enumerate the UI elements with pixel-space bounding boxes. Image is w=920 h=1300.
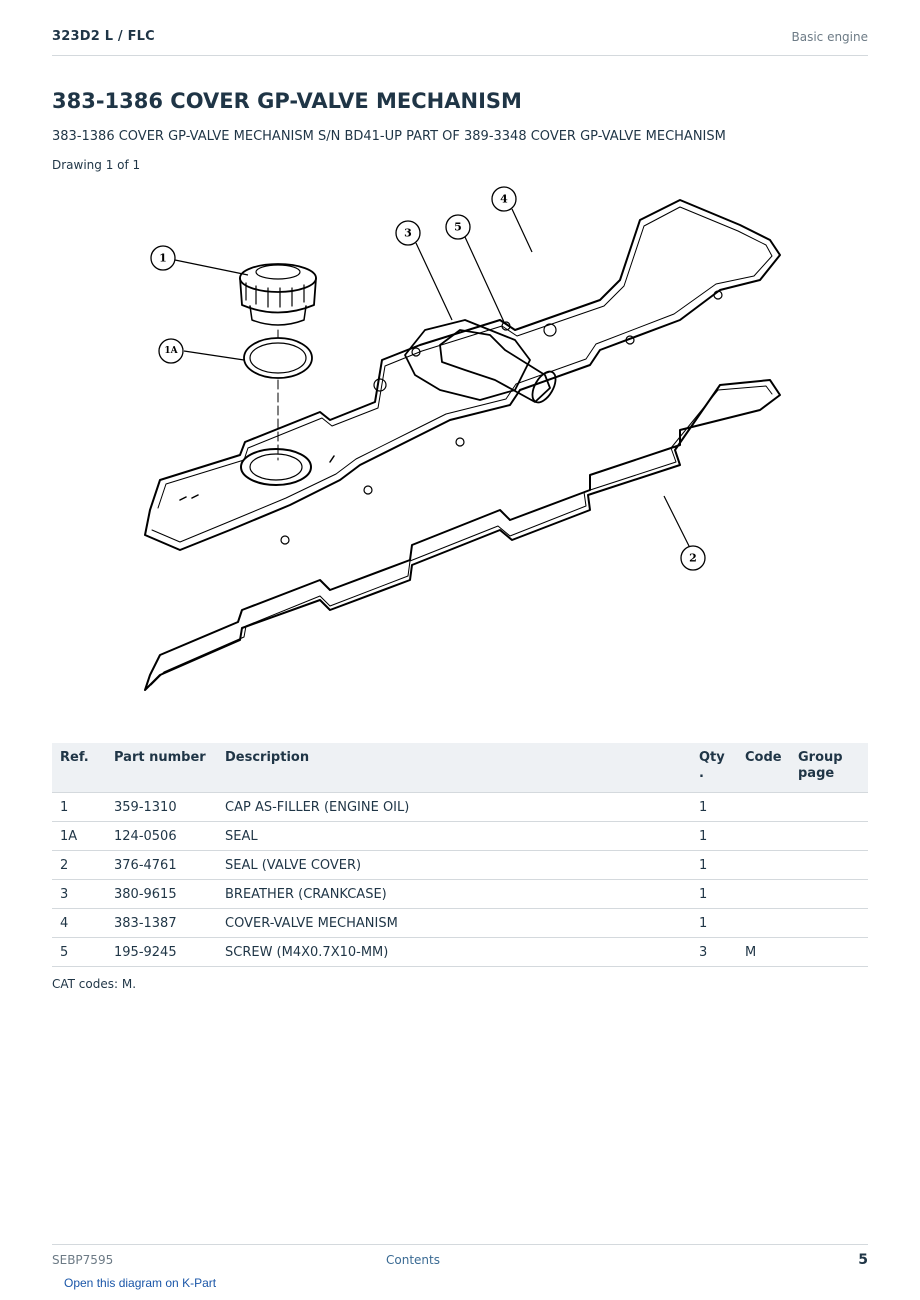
header-ref: Ref.: [52, 743, 106, 793]
cell-code: [737, 909, 790, 938]
cell-group-page: [790, 938, 868, 967]
breather-drawing: [405, 320, 560, 406]
table-row: [52, 880, 868, 909]
cell-description: SCREW (M4X0.7X10-MM): [217, 938, 691, 967]
cell-qty: 1: [691, 909, 737, 938]
cell-ref: 1: [52, 793, 106, 822]
callout-4: [492, 187, 516, 211]
cell-description: CAP AS-FILLER (ENGINE OIL): [217, 793, 691, 822]
callout-4-label: 4: [500, 192, 508, 206]
cell-code: [737, 822, 790, 851]
cell-part-number: 383-1387: [106, 909, 217, 938]
cell-qty: 1: [691, 822, 737, 851]
header-description: Description: [217, 743, 691, 793]
page-title: 383-1386 COVER GP-VALVE MECHANISM: [52, 89, 522, 113]
cell-ref: 4: [52, 909, 106, 938]
header-model: 323D2 L / FLC: [52, 29, 155, 44]
page-subtitle: 383-1386 COVER GP-VALVE MECHANISM S/N BD41-UP PART OF 389-3348 COVER GP-VALVE MECHANISM: [52, 129, 726, 144]
page-number: 5: [858, 1252, 868, 1268]
cell-code: [737, 793, 790, 822]
cell-qty: 1: [691, 793, 737, 822]
cell-part-number: 376-4761: [106, 851, 217, 880]
cell-description: BREATHER (CRANKCASE): [217, 880, 691, 909]
table-row: [52, 851, 868, 880]
cell-description: COVER-VALVE MECHANISM: [217, 909, 691, 938]
cat-codes-note: CAT codes: M.: [52, 977, 137, 991]
header-part-number: Part number: [106, 743, 217, 793]
header-code: Code: [737, 743, 790, 793]
callout-3: [396, 221, 420, 245]
valve-cover-drawing: [145, 200, 780, 550]
footer-divider: [52, 1244, 868, 1245]
header-section: Basic engine: [791, 30, 868, 44]
cell-group-page: [790, 793, 868, 822]
cell-qty: 1: [691, 880, 737, 909]
cell-code: [737, 880, 790, 909]
header-qty: Qty .: [691, 743, 737, 793]
drawing-label: Drawing 1 of 1: [52, 158, 141, 172]
cell-ref: 1A: [52, 822, 106, 851]
table-row: [52, 909, 868, 938]
contents-link[interactable]: Contents: [386, 1253, 440, 1267]
filler-cap-drawing: [240, 264, 316, 325]
callout-1-label: 1: [159, 251, 167, 265]
cell-description: SEAL (VALVE COVER): [217, 851, 691, 880]
cell-ref: 2: [52, 851, 106, 880]
cell-code: M: [737, 938, 790, 967]
cell-ref: 5: [52, 938, 106, 967]
cell-group-page: [790, 880, 868, 909]
table-row: [52, 822, 868, 851]
cell-part-number: 124-0506: [106, 822, 217, 851]
parts-table: [52, 743, 868, 967]
callout-5: [446, 215, 470, 239]
cell-description: SEAL: [217, 822, 691, 851]
cell-ref: 3: [52, 880, 106, 909]
callout-5-label: 5: [454, 220, 462, 234]
cell-group-page: [790, 822, 868, 851]
diagram-svg: [120, 180, 800, 725]
callout-2-label: 2: [689, 551, 697, 565]
open-in-kpart-link[interactable]: Open this diagram on K-Part: [64, 1276, 217, 1290]
callout-1a-label: 1A: [164, 346, 178, 356]
footer-document-number: SEBP7595: [52, 1253, 114, 1267]
header-group-page: Group page: [790, 743, 868, 793]
callout-3-label: 3: [404, 226, 412, 240]
gasket-drawing: [145, 380, 780, 690]
cell-group-page: [790, 909, 868, 938]
seal-drawing: [244, 338, 312, 378]
cell-part-number: 380-9615: [106, 880, 217, 909]
cell-part-number: 195-9245: [106, 938, 217, 967]
cell-qty: 3: [691, 938, 737, 967]
cell-qty: 1: [691, 851, 737, 880]
callout-1a: [159, 339, 183, 363]
table-row: [52, 793, 868, 822]
exploded-parts-diagram: [120, 180, 800, 725]
table-row: [52, 938, 868, 967]
parts-table-header: [52, 743, 868, 793]
cell-code: [737, 851, 790, 880]
callout-2: [681, 546, 705, 570]
callout-1: [151, 246, 175, 270]
cell-group-page: [790, 851, 868, 880]
header-divider: [52, 55, 868, 56]
cell-part-number: 359-1310: [106, 793, 217, 822]
